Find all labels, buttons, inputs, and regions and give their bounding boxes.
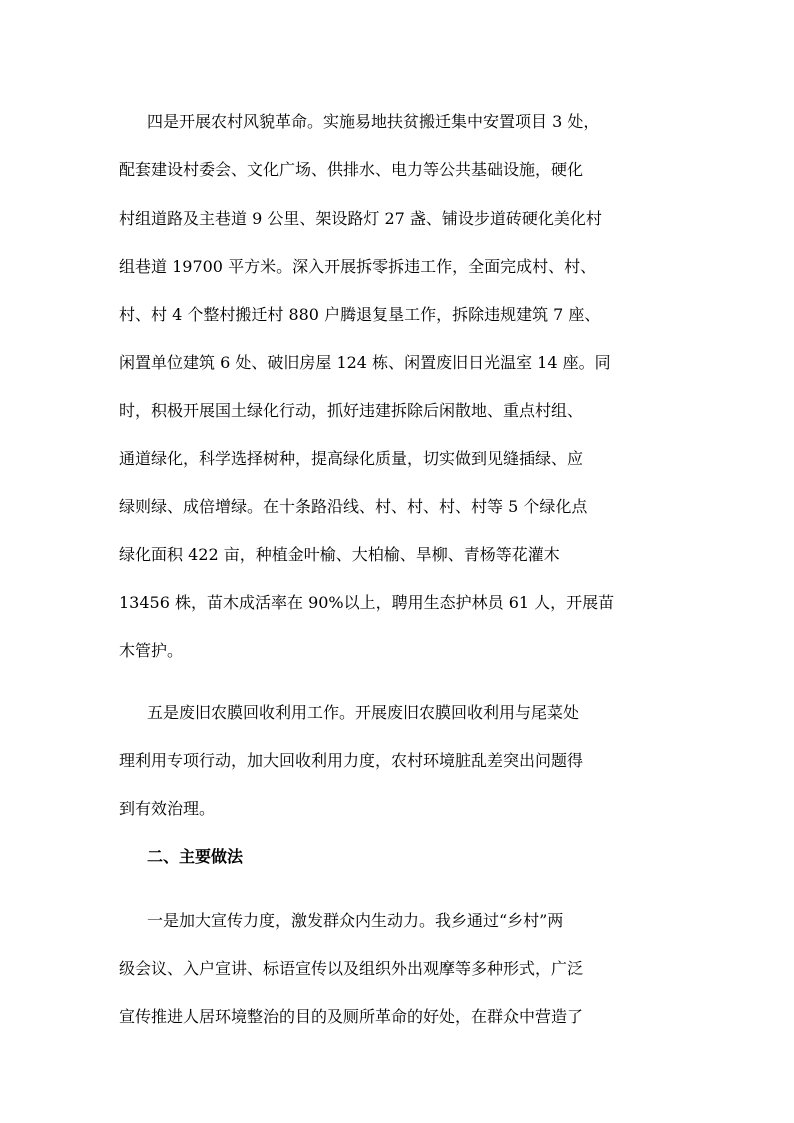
- paragraph-line: 绿化面积 422 亩，种植金叶榆、大柏榆、旱柳、青杨等花灌木: [119, 545, 560, 564]
- paragraph-line: 组巷道 19700 平方米。深入开展拆零拆违工作，全面完成村、村、: [119, 257, 597, 276]
- paragraph-line: 村组道路及主巷道 9 公里、架设路灯 27 盏、铺设步道砖硬化美化村: [119, 209, 602, 228]
- paragraph-line: 到有效治理。: [119, 799, 216, 818]
- paragraph-line: 时，积极开展国土绿化行动，抓好违建拆除后闲散地、重点村组、: [119, 401, 584, 420]
- paragraph-line: 绿则绿、成倍增绿。在十条路沿线、村、村、村、村等 5 个绿化点: [119, 497, 588, 516]
- paragraph-line: 配套建设村委会、文化广场、供排水、电力等公共基础设施，硬化: [119, 160, 584, 179]
- paragraph-line: 13456 株，苗木成活率在 90%以上，聘用生态护林员 61 人，开展苗: [119, 593, 615, 612]
- paragraph-line: 一是加大宣传力度，激发群众内生动力。我乡通过“乡村”两: [147, 911, 564, 930]
- paragraph-line: 通道绿化，科学选择树种，提高绿化质量，切实做到见缝插绿、应: [119, 449, 584, 468]
- paragraph-line: 五是废旧农膜回收利用工作。开展废旧农膜回收利用与尾菜处: [147, 703, 580, 722]
- paragraph-line: 村、村 4 个整村搬迁村 880 户腾退复垦工作，拆除违规建筑 7 座、: [119, 305, 601, 324]
- paragraph-line: 闲置单位建筑 6 处、破旧房屋 124 栋、闲置废旧日光温室 14 座。同: [119, 353, 611, 372]
- paragraph-line: 理利用专项行动，加大回收利用力度，农村环境脏乱差突出问题得: [119, 751, 584, 770]
- section-heading: 二、主要做法: [147, 847, 244, 866]
- paragraph-line: 木管护。: [119, 641, 184, 660]
- paragraph-line: 宣传推进人居环境整治的目的及厕所革命的好处，在群众中营造了: [119, 1007, 584, 1026]
- paragraph-line: 级会议、入户宣讲、标语宣传以及组织外出观摩等多种形式，广泛: [119, 959, 584, 978]
- paragraph-line: 四是开展农村风貌革命。实施易地扶贫搬迁集中安置项目 3 处，: [147, 112, 600, 131]
